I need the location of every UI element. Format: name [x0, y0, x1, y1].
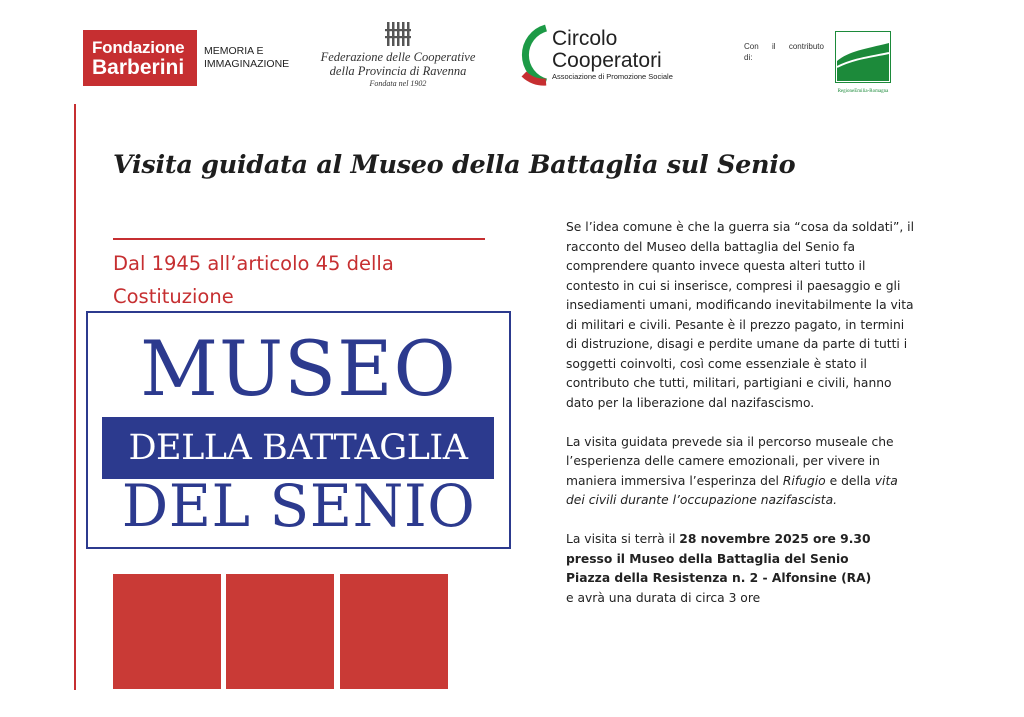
museo-logo-word1: MUSEO — [140, 324, 457, 413]
decorative-square-3 — [340, 574, 448, 689]
p2-line3-a: maniera immersiva l’esperinza del — [566, 473, 783, 488]
fondazione-tagline-line2: IMMAGINAZIONE — [204, 58, 290, 70]
regione-emblem-icon — [835, 31, 891, 83]
contributo-word4: di: — [744, 53, 753, 62]
contributo-word1: Con — [744, 42, 759, 51]
fondazione-tagline — [204, 45, 289, 71]
event-description — [566, 218, 946, 628]
p1-line: contesto in cui si inserisce, compresi il paesaggio e gli — [566, 278, 901, 293]
p1-line: comprendere quanto invece questa alteri tutto il — [566, 259, 866, 273]
contributo-word2: il — [771, 42, 776, 51]
description-paragraph-2 — [566, 433, 946, 511]
p3-line1 — [566, 530, 946, 550]
circolo-ring-icon — [512, 24, 548, 86]
p1-line: di militari e civili. Pesante è il prezzo pagato, in termini — [566, 317, 905, 332]
museo-logo-word2: DEL SENIO — [121, 472, 476, 540]
circolo-line3: Associazione di Promozione Sociale — [552, 72, 673, 81]
federazione-line2: della Provincia di Ravenna — [329, 64, 467, 78]
p1-line: racconto del Museo della battaglia del Senio fa — [566, 239, 856, 254]
fondazione-line1: Fondazione — [92, 37, 185, 57]
circolo-line2: Cooperatori — [552, 49, 662, 72]
subtitle-rule — [113, 238, 485, 240]
p3-line1-a: La visita si terrà il — [566, 532, 680, 546]
subtitle-line1: Dal 1945 all’articolo 45 della — [113, 252, 394, 275]
p1-line: contributo che tutti, militari, partigiani e civili, hanno — [566, 376, 892, 390]
p2-line2: l’esperienza delle camere emozionali, per vivere in — [566, 454, 880, 468]
p2-line4: dei civili durante l’occupazione nazifascista. — [566, 493, 838, 507]
museo-logo-band: DELLA BATTAGLIA — [102, 417, 494, 479]
p2-vita: vita — [874, 473, 898, 488]
circolo-cooperatori-logo — [512, 24, 673, 86]
museo-battaglia-senio-logo — [86, 311, 511, 549]
event-duration: e avrà una durata di circa 3 ore — [566, 590, 761, 605]
regione-emilia-romagna-logo — [835, 31, 891, 94]
decorative-square-2 — [226, 574, 334, 689]
federazione-cooperative-logo — [313, 22, 483, 89]
regione-caption: RegioneEmilia-Romagna — [837, 89, 889, 94]
p1-line: di distruzione, disagi e perdite umane da parte di tutti i — [566, 337, 908, 351]
event-date: 28 novembre 2025 ore 9.30 — [679, 532, 871, 546]
page-title: Visita guidata al Museo della Battaglia sul Senio — [113, 150, 796, 180]
subtitle — [113, 247, 493, 313]
p1-line: dato per la liberazione dal nazifascismo. — [566, 395, 815, 410]
p2-line3-c: e della — [825, 473, 875, 488]
federazione-emblem-icon — [385, 22, 411, 46]
p2-rifugio: Rifugio — [782, 473, 826, 488]
fondazione-tagline-line1: MEMORIA E — [204, 45, 264, 57]
p1-line: Se l’idea comune è che la guerra sia “cosa da soldati”, il — [566, 220, 914, 234]
description-paragraph-3 — [566, 530, 946, 608]
p2-line1: La visita guidata prevede sia il percorso museale che — [566, 434, 894, 449]
fondazione-line2: Barberini — [92, 55, 185, 79]
contributo-word3: contributo — [788, 42, 824, 51]
p1-line: insediamenti umani, modificando inevitabilmente la vita — [566, 298, 914, 312]
circolo-text — [552, 28, 673, 82]
description-paragraph-1 — [566, 218, 946, 413]
left-red-rule — [74, 104, 76, 690]
fondazione-barberini-logo — [83, 30, 289, 86]
subtitle-line2: Costituzione — [113, 285, 234, 308]
event-address: Piazza della Resistenza n. 2 - Alfonsine (RA) — [566, 571, 872, 585]
p2-line3 — [566, 472, 946, 492]
decorative-square-1 — [113, 574, 221, 689]
fondazione-barberini-wordmark — [83, 30, 197, 86]
p1-line: soggetti coinvolti, così come essenziale è stato il — [566, 356, 867, 371]
event-venue: presso il Museo della Battaglia del Senio — [566, 551, 849, 566]
circolo-line1: Circolo — [552, 27, 618, 50]
contributo-label — [744, 41, 824, 63]
federazione-line1: Federazione delle Cooperative — [320, 50, 476, 64]
federazione-line3: Fondata nel 1902 — [369, 79, 427, 88]
